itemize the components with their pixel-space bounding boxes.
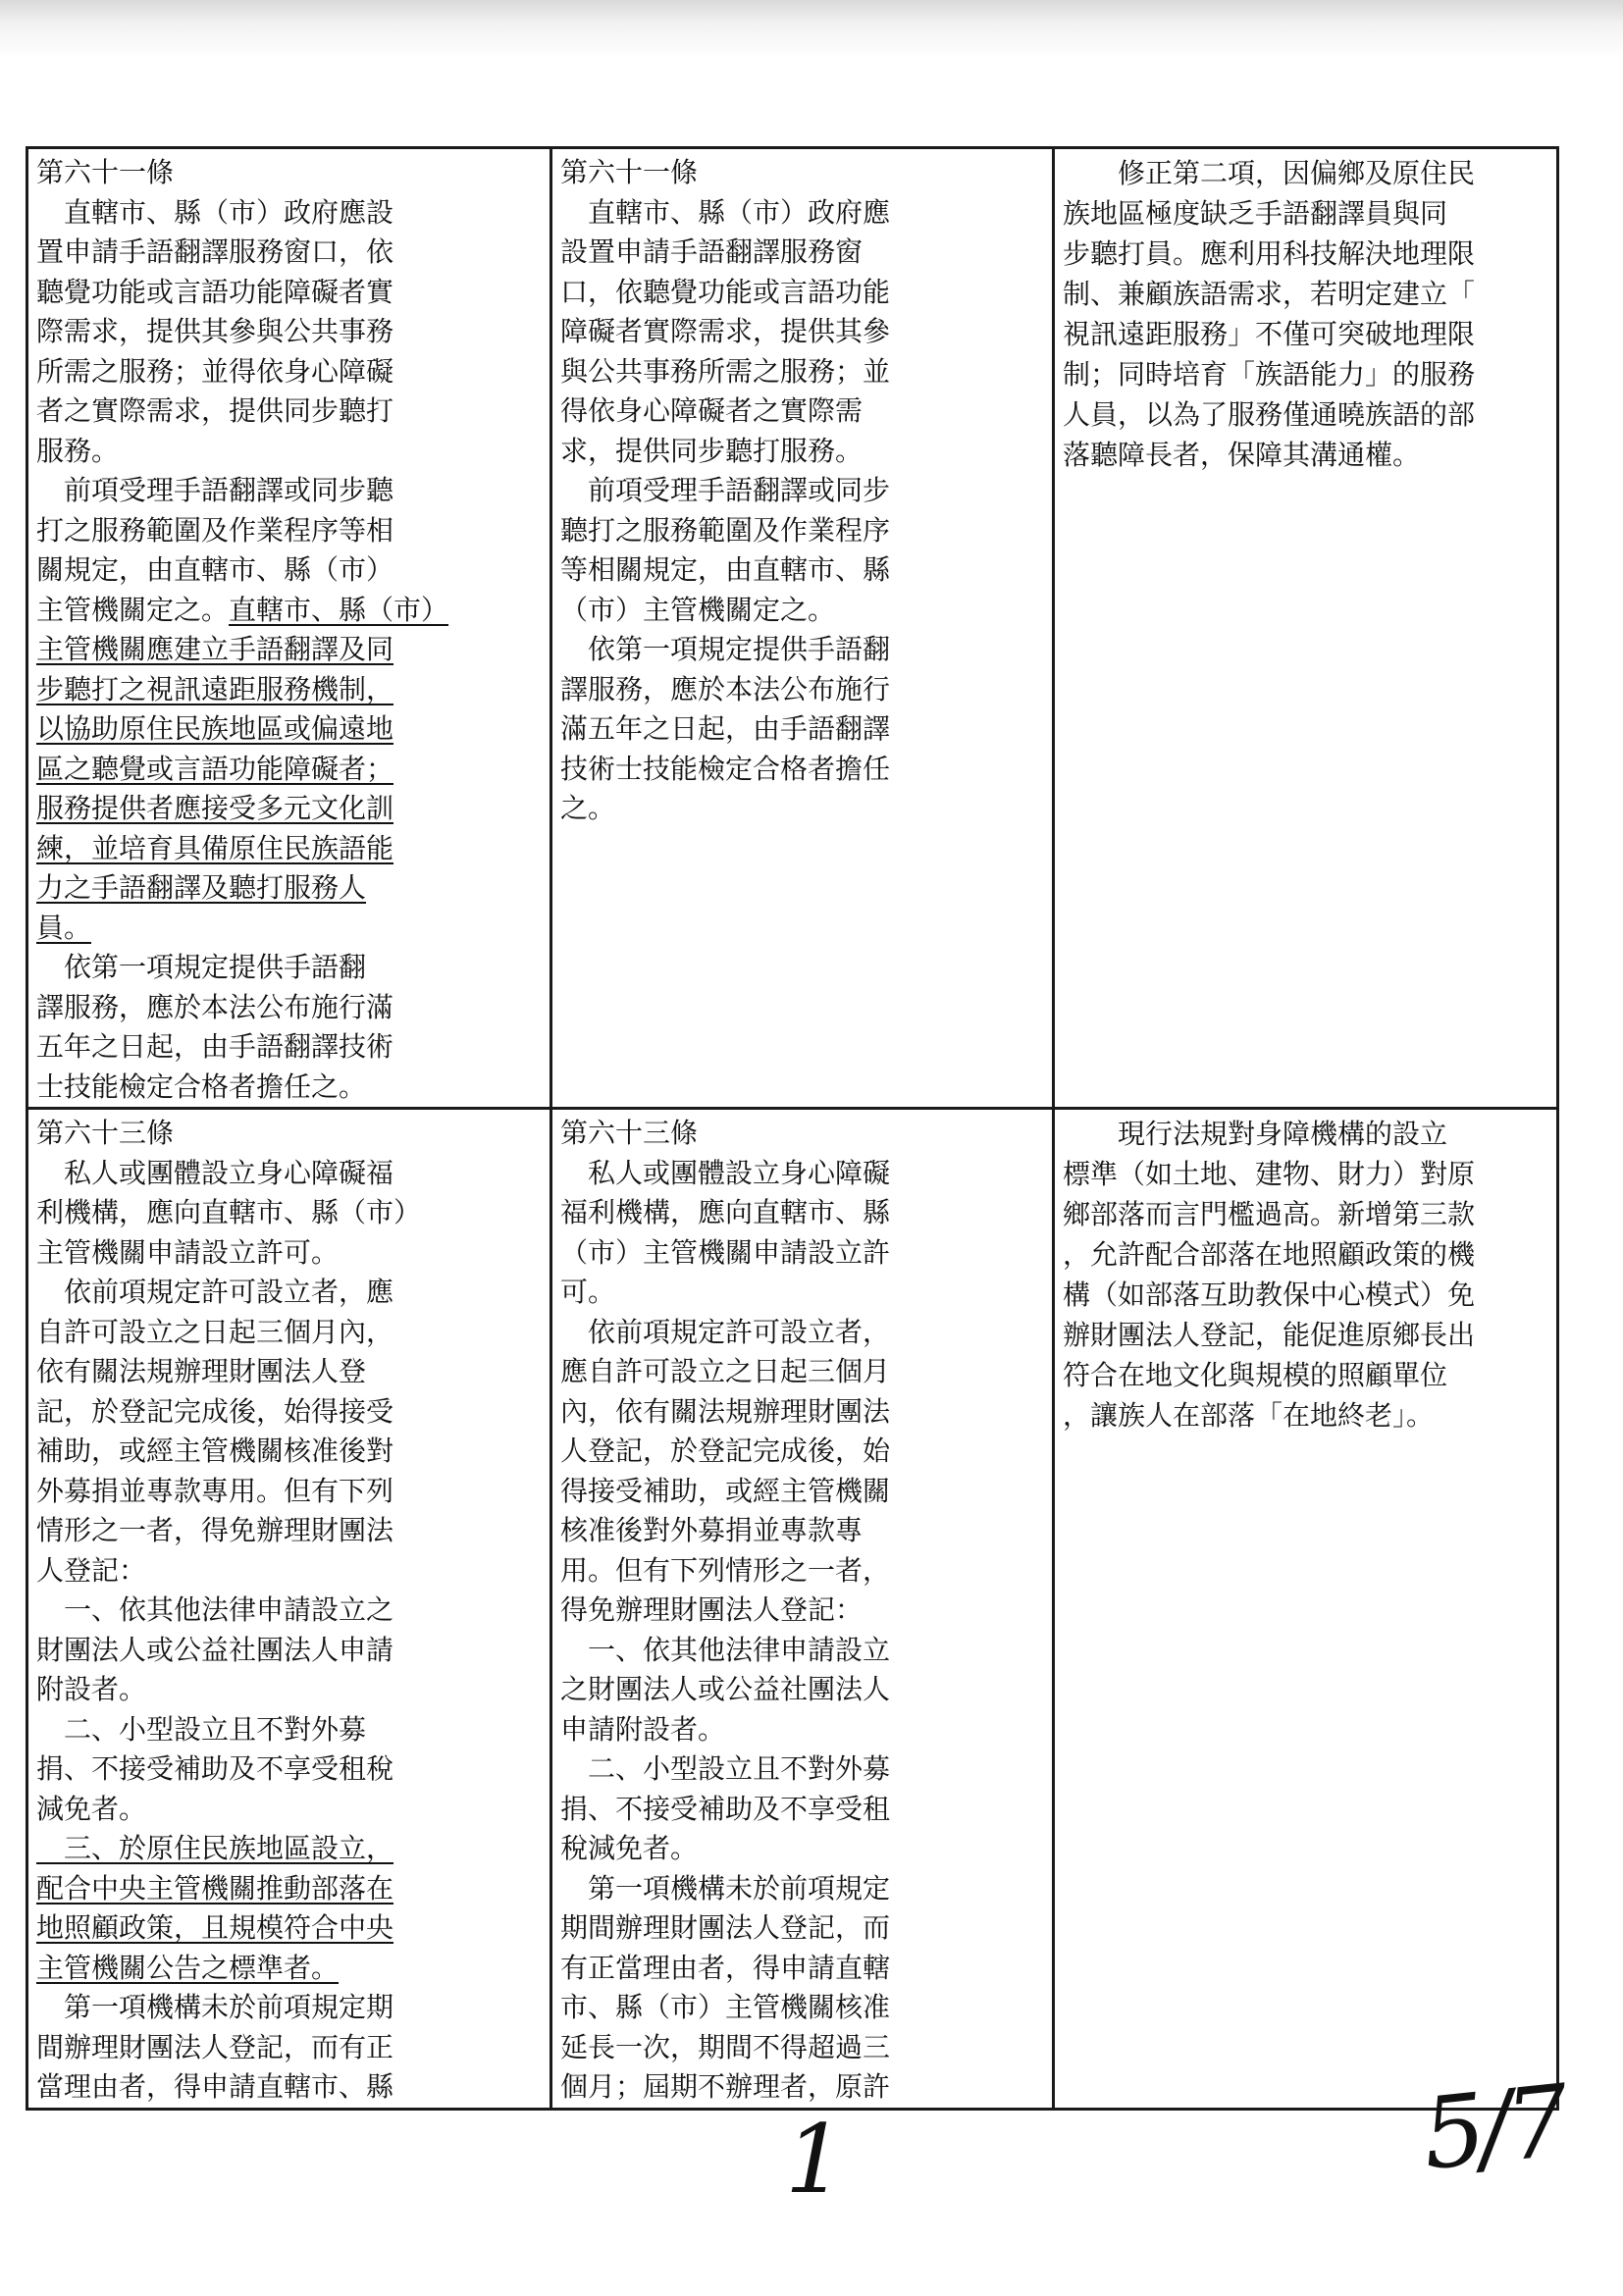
- text-line: 之。: [560, 792, 616, 824]
- text-line: 族地區極度缺乏手語翻譯員與同: [1063, 197, 1448, 230]
- amended-text-line: 以協助原住民族地區或偏遠地: [36, 712, 394, 745]
- amendment-comparison-table: [26, 146, 1559, 2111]
- text-line: 符合在地文化與規模的照顧單位: [1063, 1359, 1448, 1391]
- text-line: 二、小型設立且不對外募: [36, 1712, 367, 1746]
- text-line: 技術士技能檢定合格者擔任: [560, 752, 891, 785]
- text-line: 核准後對外募捐並專款專: [560, 1514, 864, 1546]
- text-line: 視訊遠距服務」不僅可突破地理限: [1063, 318, 1476, 350]
- text-line: 補助，或經主管機關核准後對: [36, 1435, 394, 1467]
- amended-text-line: 區之聽覺或言語功能障礙者；: [36, 752, 394, 785]
- text-line: 依第一項規定提供手語翻: [560, 633, 891, 665]
- text-line: 譯服務，應於本法公布施行: [560, 672, 891, 705]
- text-line: 福利機構，應向直轄市、縣: [560, 1196, 891, 1228]
- text-line: 人員，以為了服務僅通曉族語的部: [1063, 398, 1476, 431]
- text-line: 步聽打員。應利用科技解決地理限: [1063, 237, 1476, 270]
- text-line: 當理由者，得申請直轄市、縣: [36, 2070, 394, 2103]
- text-line: 依第一項規定提供手語翻: [36, 951, 367, 983]
- text-line: 求，提供同步聽打服務。: [560, 434, 864, 467]
- text-line: 前項受理手語翻譯或同步: [560, 474, 891, 506]
- text-line: 得免辦理財團法人登記：: [560, 1593, 864, 1626]
- text-line: 情形之一者，得免辦理財團法: [36, 1514, 394, 1546]
- text-line: 間辦理財團法人登記，而有正: [36, 2030, 394, 2063]
- amended-text-line: 主管機關公告之標準者。: [36, 1951, 340, 1984]
- text-line: ，讓族人在部落「在地終老」。: [1063, 1399, 1435, 1432]
- current-text-cell: [551, 1109, 1054, 2110]
- text-line: （市）主管機關申請設立許: [560, 1235, 891, 1269]
- text-line: 用。但有下列情形之一者，: [560, 1553, 891, 1587]
- text-line: 人登記，於登記完成後，始: [560, 1435, 891, 1467]
- amended-text-segment: 直轄市、縣（市）: [229, 593, 449, 626]
- text-line: 打之服務範圍及作業程序等相: [36, 513, 394, 547]
- text-line: 市、縣（市）主管機關核准: [560, 1991, 891, 2023]
- text-line: 滿五年之日起，由手語翻譯: [560, 712, 891, 745]
- text-line: 第六十三條: [36, 1117, 175, 1149]
- text-line: 捐、不接受補助及不享受租稅: [36, 1752, 394, 1785]
- amended-text-line: 地照顧政策，且規模符合中央: [36, 1911, 394, 1944]
- text-line: 與公共事務所需之服務；並: [560, 354, 891, 388]
- note-text-cell: [1054, 1109, 1558, 2110]
- text-line: 第六十三條: [560, 1117, 699, 1149]
- text-line: 際需求，提供其參與公共事務: [36, 315, 394, 347]
- text-line: 之財團法人或公益社團法人: [560, 1673, 891, 1705]
- text-line: 辦財團法人登記，能促進原鄉長出: [1063, 1319, 1476, 1351]
- proposed-text-cell: [27, 1109, 551, 2110]
- text-line: 譯服務，應於本法公布施行滿: [36, 990, 394, 1023]
- text-line: 士技能檢定合格者擔任之。: [36, 1070, 367, 1103]
- text-line: 私人或團體設立身心障礙福: [36, 1156, 394, 1189]
- text-line: 一、依其他法律申請設立: [560, 1633, 891, 1666]
- text-line: 聽打之服務範圍及作業程序: [560, 513, 891, 547]
- text-line: 期間辦理財團法人登記，而: [560, 1911, 891, 1944]
- text-line: 個月；屆期不辦理者，原許: [560, 2070, 891, 2103]
- text-line: 捐、不接受補助及不享受租: [560, 1792, 891, 1825]
- text-line: 制；同時培育「族語能力」的服務: [1063, 358, 1476, 391]
- text-line: 得依身心障礙者之實際需: [560, 394, 864, 427]
- text-line: 申請附設者。: [560, 1712, 726, 1746]
- amended-text-line: 員。: [36, 911, 92, 944]
- text-line: 依前項規定許可設立者，: [560, 1315, 891, 1348]
- text-line: 置申請手語翻譯服務窗口，依: [36, 235, 394, 268]
- text-line: 二、小型設立且不對外募: [560, 1752, 891, 1785]
- text-line: （市）主管機關定之。: [560, 593, 836, 626]
- amended-text-line: 三、於原住民族地區設立，: [36, 1832, 394, 1864]
- note-text-cell: [1054, 148, 1558, 1109]
- text-line: 制、兼顧族語需求，若明定建立「: [1063, 278, 1476, 310]
- text-line: 第六十一條: [36, 156, 175, 188]
- text-line: 第六十一條: [560, 156, 699, 188]
- text-line: 鄉部落而言門檻過高。新增第三款: [1063, 1198, 1476, 1230]
- text-line: 記，於登記完成後，始得接受: [36, 1394, 394, 1428]
- handwritten-page-number: 5/7: [1417, 2062, 1569, 2193]
- text-line: 附設者。: [36, 1673, 147, 1705]
- text-line: 修正第二項，因偏鄉及原住民: [1063, 157, 1476, 189]
- text-line: 人登記：: [36, 1553, 147, 1587]
- text-line: 財團法人或公益社團法人申請: [36, 1633, 394, 1666]
- text-line: 設置申請手語翻譯服務窗: [560, 235, 864, 268]
- text-line: 現行法規對身障機構的設立: [1063, 1118, 1448, 1150]
- scan-shadow: [0, 0, 1623, 59]
- text-line: [36, 591, 544, 631]
- text-line: 直轄市、縣（市）政府應設: [36, 195, 394, 229]
- amended-text-line: 配合中央主管機關推動部落在: [36, 1871, 394, 1905]
- text-line: 口，依聽覺功能或言語功能: [560, 275, 891, 308]
- text-line: 五年之日起，由手語翻譯技術: [36, 1030, 394, 1063]
- amended-text-line: 服務提供者應接受多元文化訓: [36, 792, 394, 824]
- text-line: 聽覺功能或言語功能障礙者實: [36, 275, 394, 308]
- text-line: 服務。: [36, 434, 120, 467]
- text-line: 所需之服務；並得依身心障礙: [36, 354, 394, 388]
- text-line: 第一項機構未於前項規定: [560, 1871, 891, 1905]
- text-line: 得接受補助，或經主管機關: [560, 1474, 891, 1507]
- text-line: 前項受理手語翻譯或同步聽: [36, 474, 394, 506]
- text-line: 自許可設立之日起三個月內，: [36, 1315, 394, 1348]
- text-line: 障礙者實際需求，提供其參: [560, 315, 891, 347]
- text-line: 第一項機構未於前項規定期: [36, 1991, 394, 2023]
- text-line: 等相關規定，由直轄市、縣: [560, 553, 891, 586]
- text-line: 稅減免者。: [560, 1832, 699, 1864]
- table-row: [27, 1109, 1558, 2110]
- text-line: 標準（如土地、建物、財力）對原: [1063, 1158, 1476, 1190]
- text-line: 關規定，由直轄市、縣（市）: [36, 553, 394, 586]
- text-line: 一、依其他法律申請設立之: [36, 1593, 394, 1626]
- text-line: 者之實際需求，提供同步聽打: [36, 394, 394, 427]
- text-line: 主管機關申請設立許可。: [36, 1235, 340, 1269]
- text-line: ，允許配合部落在地照顧政策的機: [1063, 1238, 1476, 1271]
- current-text-cell: [551, 148, 1054, 1109]
- text-line: 可。: [560, 1276, 616, 1308]
- text-line: 減免者。: [36, 1792, 147, 1825]
- text-line: 延長一次，期間不得超過三: [560, 2030, 891, 2063]
- text-line: 依有關法規辦理財團法人登: [36, 1355, 367, 1387]
- text-segment: 主管機關定之。: [36, 593, 230, 626]
- text-line: 私人或團體設立身心障礙: [560, 1156, 891, 1189]
- amended-text-line: 主管機關應建立手語翻譯及同: [36, 633, 394, 665]
- text-line: 落聽障長者，保障其溝通權。: [1063, 439, 1421, 471]
- text-line: 構（如部落互助教保中心模式）免: [1063, 1278, 1476, 1311]
- text-line: 依前項規定許可設立者，應: [36, 1276, 394, 1308]
- amended-text-line: 練，並培育具備原住民族語能: [36, 831, 394, 864]
- text-line: 有正當理由者，得申請直轄: [560, 1951, 891, 1984]
- text-line: 直轄市、縣（市）政府應: [560, 195, 891, 229]
- text-line: 外募捐並專款專用。但有下列: [36, 1474, 394, 1507]
- text-line: 應自許可設立之日起三個月: [560, 1355, 891, 1387]
- text-line: 利機構，應向直轄市、縣（市）: [36, 1196, 422, 1228]
- amended-text-line: 力之手語翻譯及聽打服務人: [36, 871, 367, 904]
- text-line: 內，依有關法規辦理財團法: [560, 1394, 891, 1428]
- proposed-text-cell: [27, 148, 551, 1109]
- table-row: [27, 148, 1558, 1109]
- handwritten-number: 1: [785, 2105, 846, 2215]
- amended-text-line: 步聽打之視訊遠距服務機制，: [36, 672, 394, 705]
